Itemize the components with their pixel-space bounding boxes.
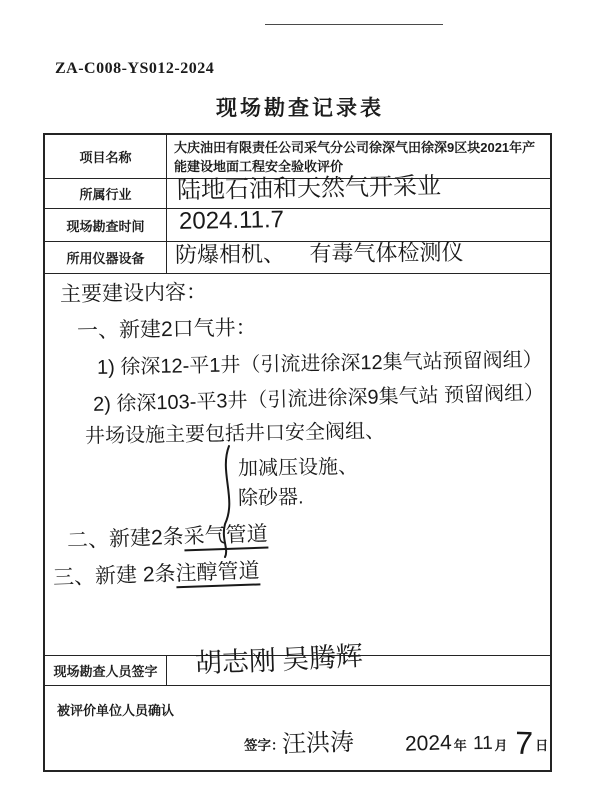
date-year-suffix: 年 [453,737,467,753]
table-row-survey-notes [45,274,550,656]
notes-facility3: 除砂器. [237,486,304,510]
page-title: 现场勘查记录表 [216,97,384,120]
surveyor-signature-2: 吴腾辉 [281,640,364,676]
confirmation-label: 被评价单位人员确认 [57,703,175,718]
notes-well2: 2) 徐深103-平3井（引流进徐深9集气站 预留阀组） [92,382,545,416]
table-row-equipment [45,239,550,274]
document-number: ZA-C008-YS012-2024 [55,60,215,77]
confirmation-signature: 汪洪涛 [281,728,355,759]
notes-heading: 主要建设内容： [59,280,208,307]
project-name-label: 项目名称 [45,135,167,178]
surveyor-signature-1: 胡志刚 [194,645,277,679]
notes-well1: 1) 徐深12-平1井（引流进徐深12集气站预留阀组） [96,349,543,379]
industry-label: 所属行业 [45,179,167,208]
table-row-surveyor-signatures [45,640,550,686]
table-row-industry [45,172,550,209]
survey-time-handwritten-value: 2024.11.7 [178,206,285,235]
confirmation-date [405,726,548,761]
scan-artifact-line [265,24,443,25]
equipment-label: 所用仪器设备 [45,242,167,273]
table-row-project-name [45,135,550,179]
record-form-table [43,133,552,772]
date-day-suffix: 日 [535,737,549,753]
survey-time-label: 现场勘查时间 [45,209,167,241]
equipment-handwritten-value: 防爆相机、 有毒气体检测仪 [174,239,464,268]
notes-facility2: 加减压设施、 [237,455,359,481]
notes-item2: 二、新建2条采气管道 [66,522,269,553]
date-year-handwritten: 2024 [404,731,453,757]
notes-item3: 三、新建 2条注醇管道 [52,559,260,590]
date-month-suffix: 月 [494,737,508,753]
project-name-value: 大庆油田有限责任公司采气分公司徐深气田徐深9区块2021年产能建设地面工程安全验收评价 [174,140,536,174]
surveyor-signature-label: 现场勘查人员签字 [45,656,167,685]
notes-item1: 一、新建2口气井： [76,316,257,343]
sign-here-label: 签字： [244,738,285,753]
table-row-confirmation [45,686,550,770]
date-month-handwritten: 11 [472,732,493,754]
industry-handwritten-value: 陆地石油和天然气开采业 [176,172,442,205]
confirmation-sign-line [45,724,550,764]
handwritten-notes-area [45,274,550,655]
table-row-survey-time [45,206,550,242]
date-day-handwritten: 7 [514,725,534,762]
notes-facilities-intro: 井场设施主要包括井口安全阀组、 [84,420,386,448]
